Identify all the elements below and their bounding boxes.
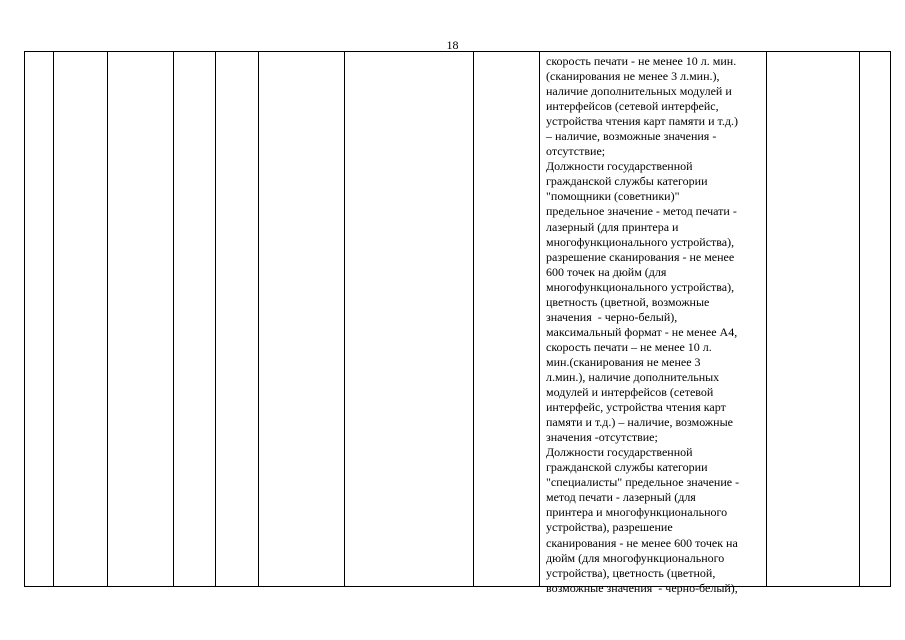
cell-text-line: "специалисты" предельное значение - bbox=[546, 475, 740, 490]
cell-text-line: интерфейсов (сетевой интерфейс, bbox=[546, 99, 719, 114]
cell-text-line: (сканирования не менее 3 л.мин.), bbox=[546, 69, 720, 84]
column-divider bbox=[215, 52, 216, 586]
cell-text-line: мин.(сканирования не менее 3 bbox=[546, 354, 701, 369]
cell-text-line: Должности государственной bbox=[546, 445, 693, 460]
cell-text-line: наличие дополнительных модулей и bbox=[546, 84, 732, 99]
page-number: 18 bbox=[446, 38, 459, 52]
cell-text-line: скорость печати - не менее 10 л. мин. bbox=[546, 54, 737, 68]
cell-text-line: устройства), цветность (цветной, bbox=[546, 565, 716, 580]
cell-text-line: интерфейс, устройства чтения карт bbox=[546, 400, 726, 415]
column-divider bbox=[344, 52, 345, 586]
cell-text-line: устройства чтения карт памяти и т.д.) bbox=[546, 114, 738, 129]
column-divider bbox=[473, 52, 474, 586]
cell-text-line: 600 точек на дюйм (для bbox=[546, 264, 667, 279]
column-divider bbox=[53, 52, 54, 586]
cell-text-line: гражданской службы категории bbox=[546, 460, 708, 475]
cell-text-line: максимальный формат - не менее А4, bbox=[546, 324, 738, 339]
cell-text-line: разрешение сканирования - не менее bbox=[546, 249, 735, 264]
cell-text-line: метод печати - лазерный (для bbox=[546, 490, 696, 505]
column-divider bbox=[173, 52, 174, 586]
cell-text-line: – наличие, возможные значения - bbox=[546, 129, 717, 144]
column-divider bbox=[859, 52, 860, 586]
cell-text-line: значения -отсутствие; bbox=[546, 430, 658, 445]
cell-text-line: принтера и многофункционального bbox=[546, 505, 728, 520]
cell-text-line: модулей и интерфейсов (сетевой bbox=[546, 385, 714, 400]
cell-text-line: дюйм (для многофункционального bbox=[546, 550, 725, 565]
cell-text-line: предельное значение - метод печати - bbox=[546, 204, 737, 219]
cell-text-line: гражданской службы категории bbox=[546, 174, 708, 189]
cell-text-line: памяти и т.д.) – наличие, возможные bbox=[546, 415, 733, 430]
table-frame bbox=[24, 51, 891, 595]
cell-text-line: значения - черно-белый), bbox=[546, 309, 678, 324]
table-cell-text bbox=[546, 54, 768, 595]
column-divider bbox=[539, 52, 540, 586]
cell-text-line: цветность (цветной, возможные bbox=[546, 294, 710, 309]
column-divider bbox=[107, 52, 108, 586]
cell-text-line: лазерный (для принтера и bbox=[546, 219, 679, 234]
cell-text-line: отсутствие; bbox=[546, 144, 606, 159]
cell-text-line: многофункционального устройства), bbox=[546, 279, 735, 294]
cell-text-line: "помощники (советники)" bbox=[546, 189, 680, 204]
cell-text-line: возможные значения - черно-белый), bbox=[546, 580, 738, 595]
cell-text-line: скорость печати – не менее 10 л. bbox=[546, 339, 712, 354]
cell-text-line: л.мин.), наличие дополнительных bbox=[546, 369, 720, 384]
cell-text-line: многофункционального устройства), bbox=[546, 234, 735, 249]
cell-text-line: сканирования - не менее 600 точек на bbox=[546, 535, 738, 550]
cell-text-line: устройства), разрешение bbox=[546, 520, 673, 535]
column-divider bbox=[258, 52, 259, 586]
cell-text-line: Должности государственной bbox=[546, 159, 693, 174]
